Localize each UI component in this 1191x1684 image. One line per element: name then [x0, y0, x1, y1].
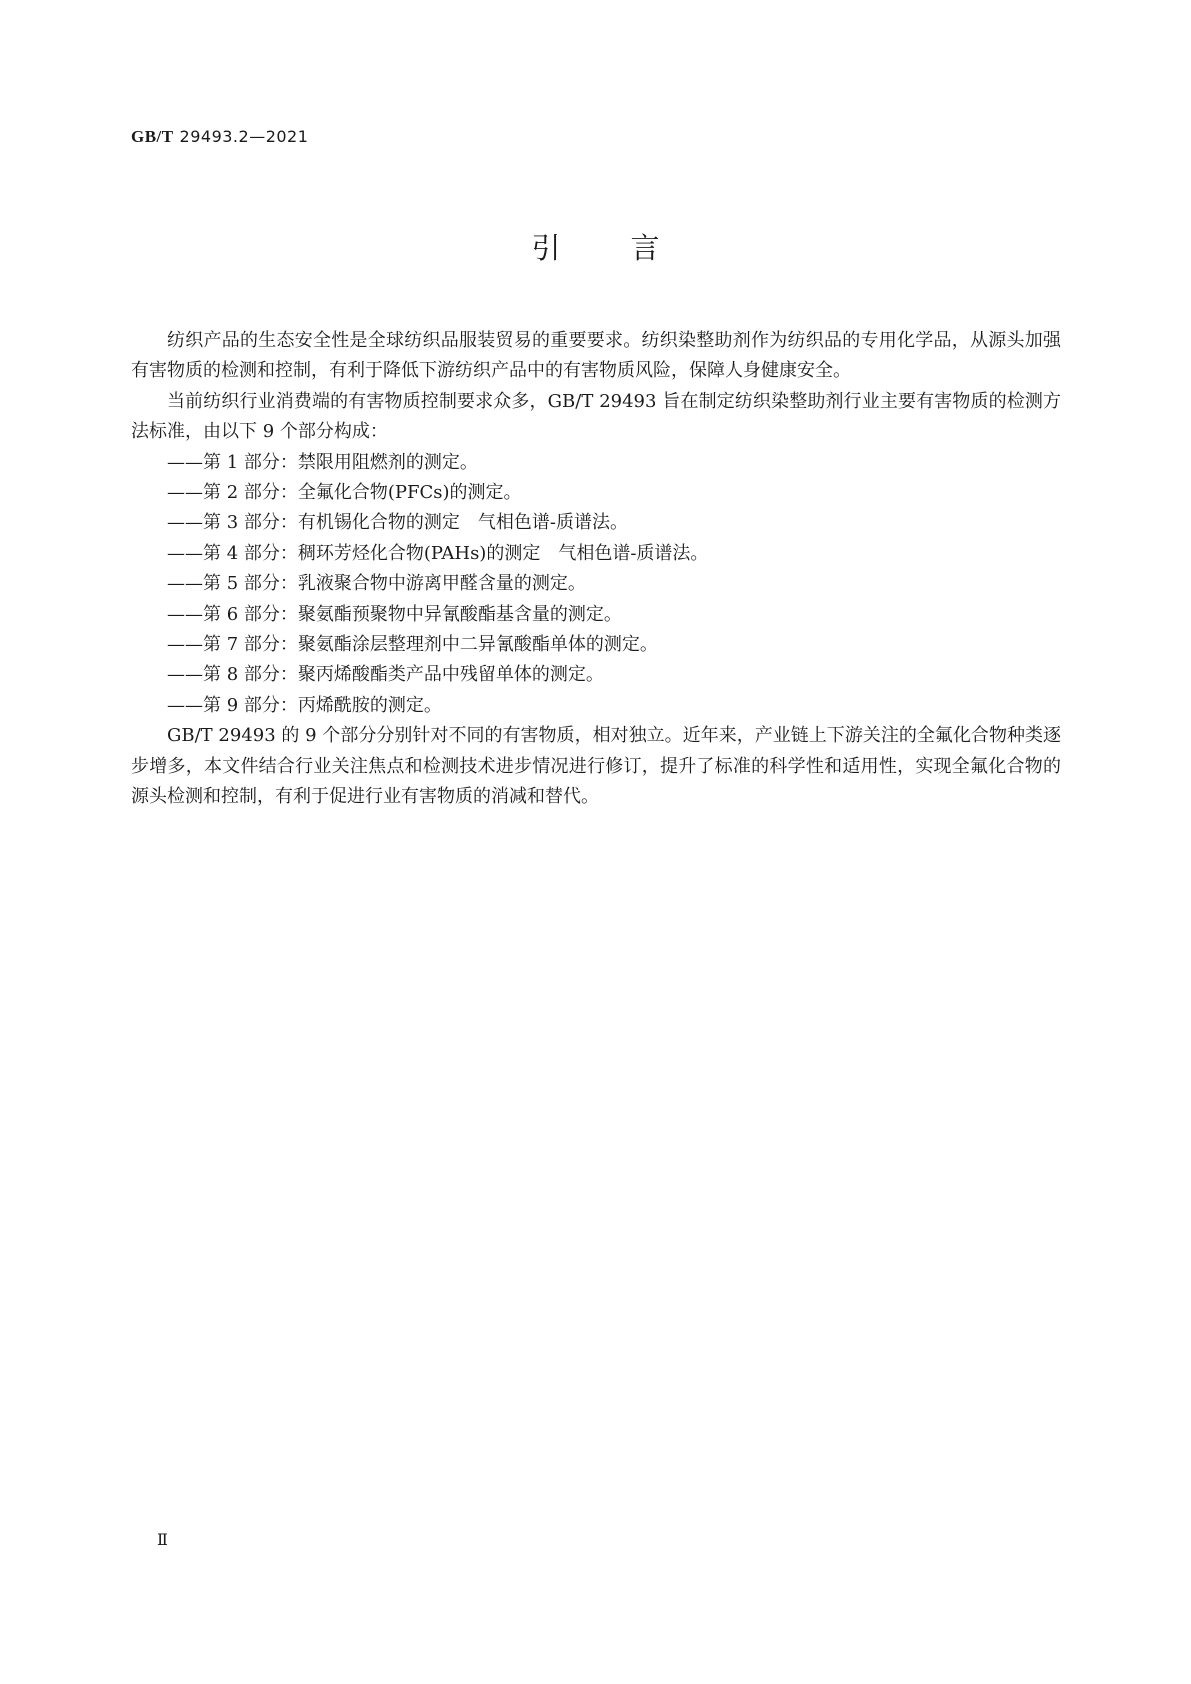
- list-item-part-5: ——第 5 部分：乳液聚合物中游离甲醛含量的测定。: [167, 573, 586, 595]
- page-number: Ⅱ: [157, 1532, 168, 1549]
- parts-list: [131, 448, 1061, 722]
- standard-prefix: GB/T: [131, 127, 174, 146]
- standard-number: 29493.2—2021: [179, 127, 309, 146]
- section-title: 引言: [531, 231, 730, 265]
- paragraph-2: 当前纺织行业消费端的有害物质控制要求众多，GB/T 29493 旨在制定纺织染整助剂行业主要有害物质的检测方法标准，由以下 9 个部分构成：: [131, 390, 1061, 443]
- paragraph-3: GB/T 29493 的 9 个部分分别针对不同的有害物质，相对独立。近年来，产业链上下游关注的全氟化合物种类逐步增多，本文件结合行业关注焦点和检测技术进步情况进行修订，提升了标准的科学性和适用性，实现全氟化合物的源头检测和控制，有利于促进行业有害物质的消减和替代。: [131, 725, 1061, 808]
- document-header: [131, 127, 308, 147]
- list-item-part-1: ——第 1 部分：禁限用阻燃剂的测定。: [167, 451, 478, 473]
- list-item-part-6: ——第 6 部分：聚氨酯预聚物中异氰酸酯基含量的测定。: [167, 603, 622, 625]
- list-item-part-3: ——第 3 部分：有机锡化合物的测定 气相色谱-质谱法。: [167, 512, 628, 534]
- list-item-part-7: ——第 7 部分：聚氨酯涂层整理剂中二异氰酸酯单体的测定。: [167, 634, 658, 656]
- paragraph-1: 纺织产品的生态安全性是全球纺织品服装贸易的重要要求。纺织染整助剂作为纺织品的专用化学品，从源头加强有害物质的检测和控制，有利于降低下游纺织产品中的有害物质风险，保障人身健康安全。: [131, 330, 1061, 382]
- list-item-part-4: ——第 4 部分：稠环芳烃化合物(PAHs)的测定 气相色谱-质谱法。: [167, 542, 709, 564]
- list-item-part-2: ——第 2 部分：全氟化合物(PFCs)的测定。: [167, 482, 522, 504]
- list-item-part-8: ——第 8 部分：聚丙烯酸酯类产品中残留单体的测定。: [167, 664, 604, 686]
- list-item-part-9: ——第 9 部分：丙烯酰胺的测定。: [167, 694, 442, 716]
- introduction-body: [131, 326, 1061, 813]
